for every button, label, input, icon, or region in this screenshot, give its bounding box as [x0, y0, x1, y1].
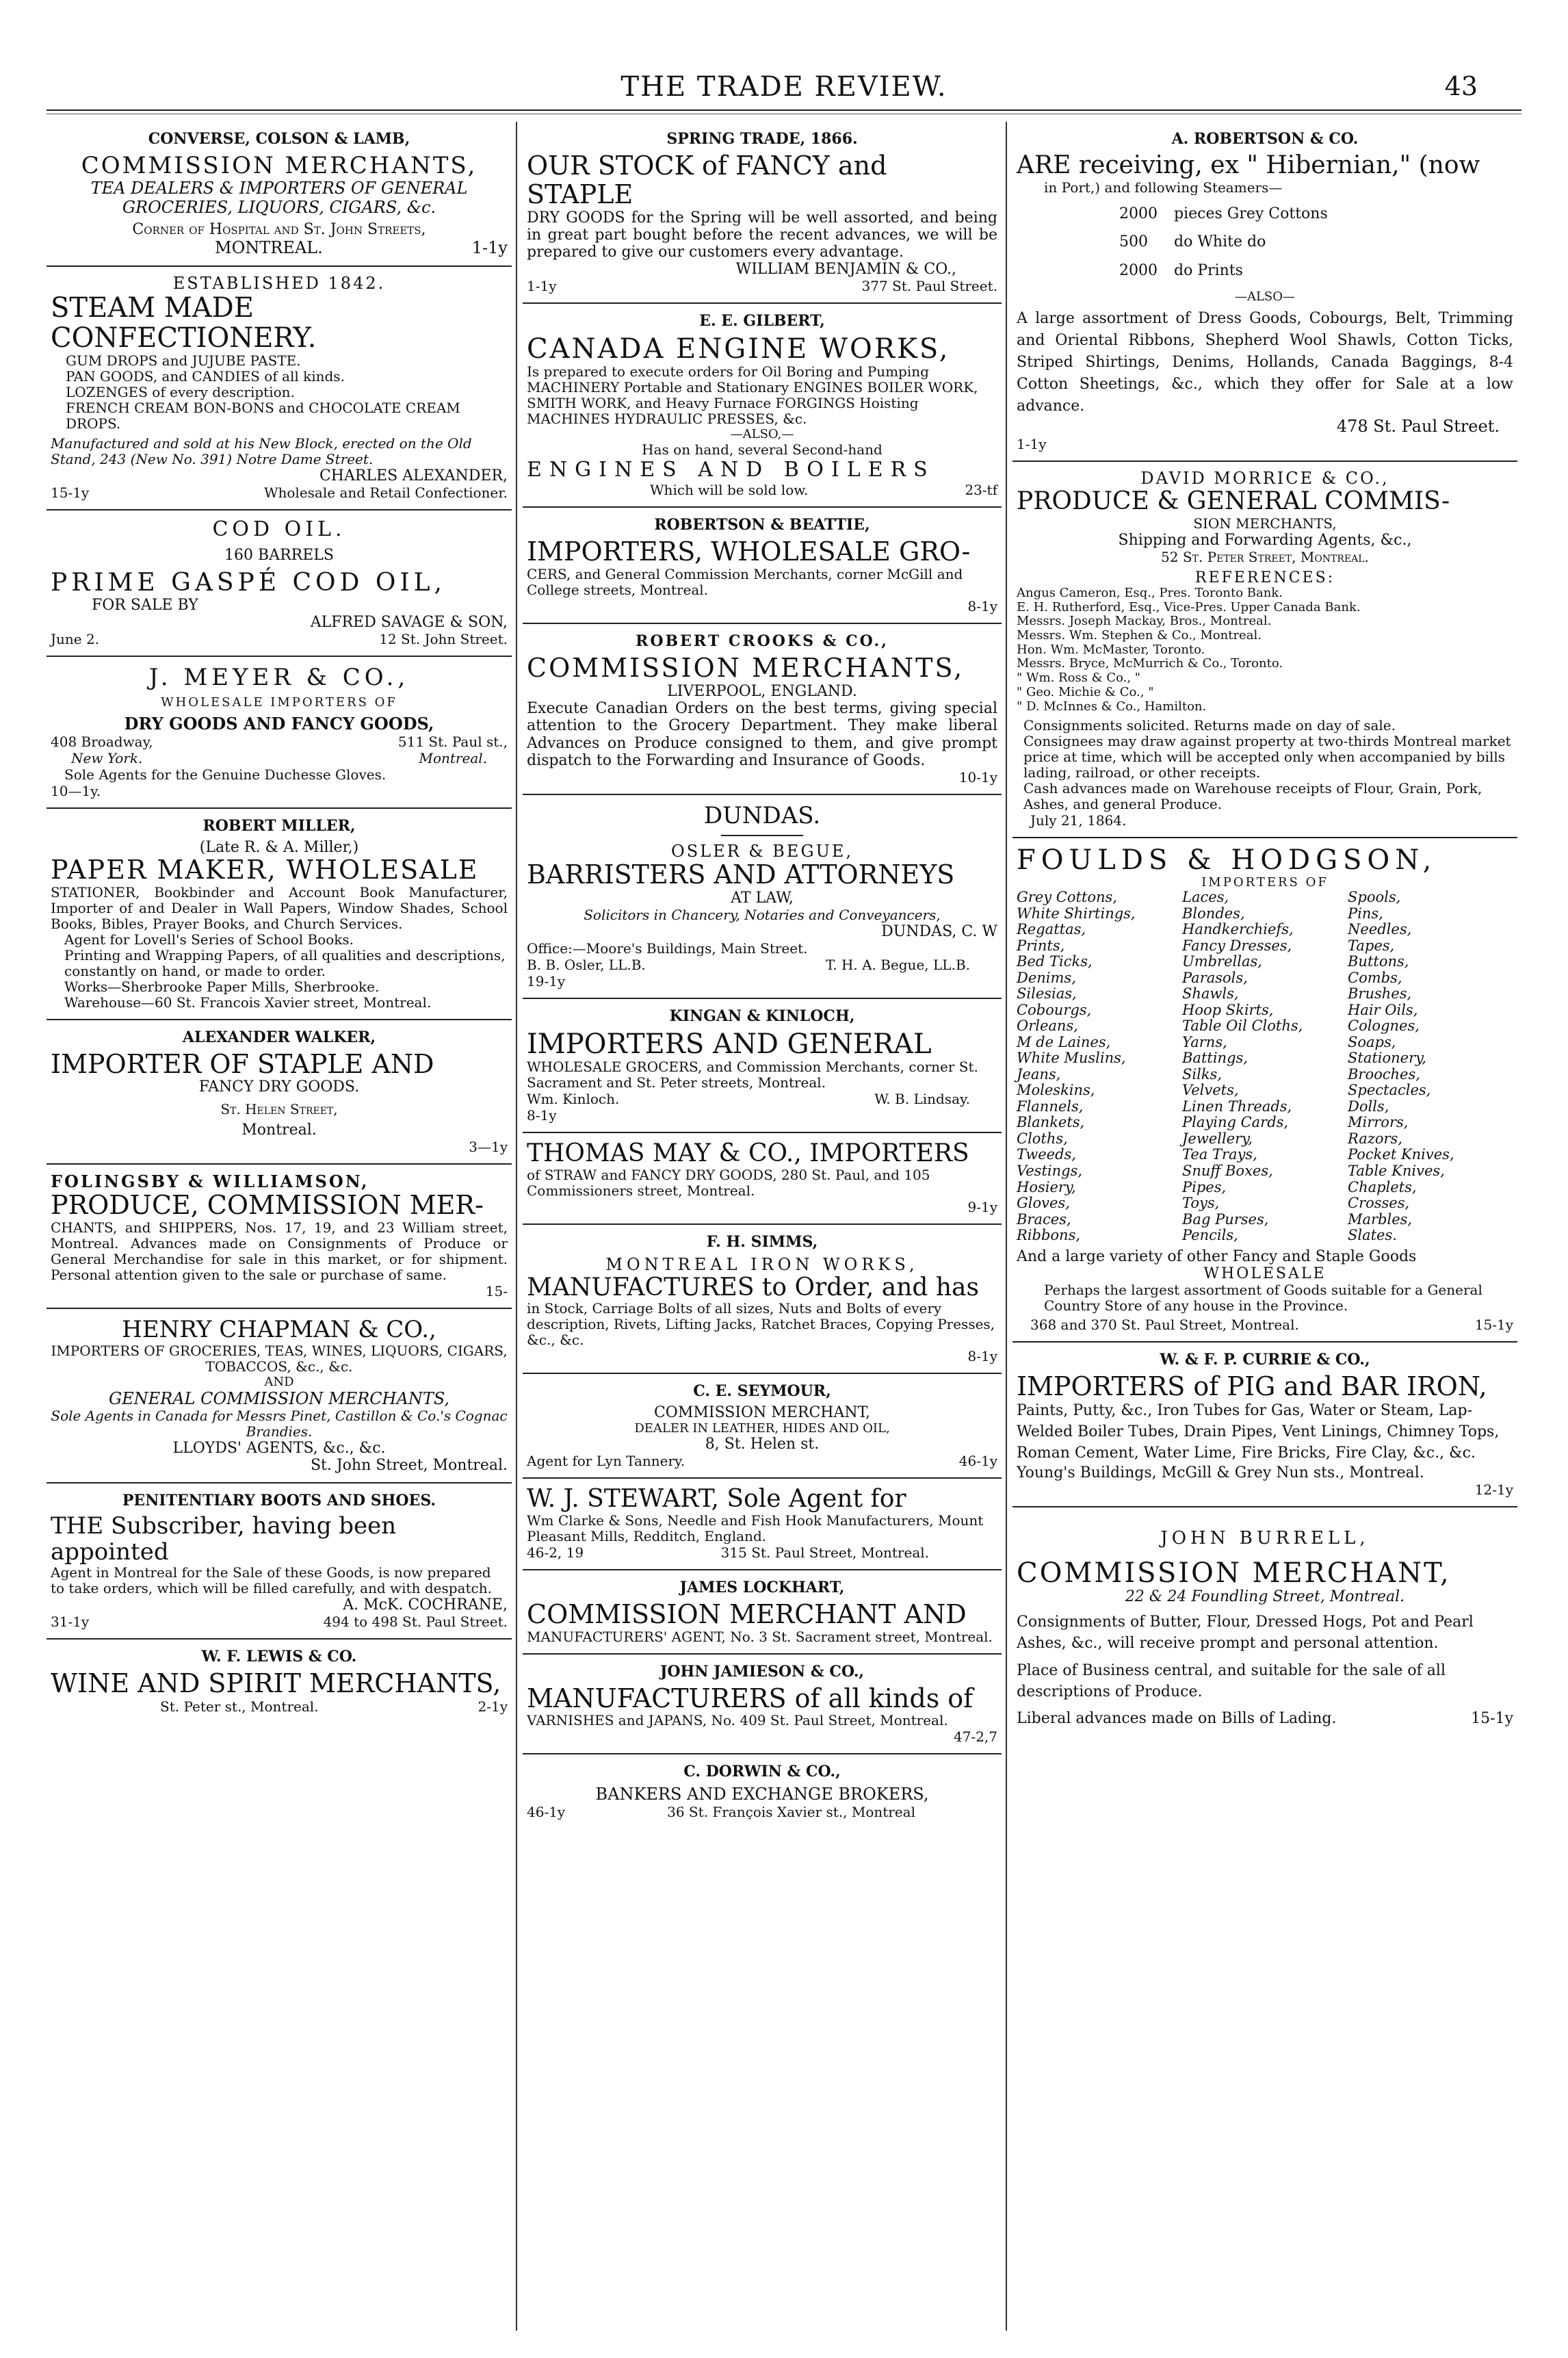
ad-headline: IMPORTERS AND GENERAL: [527, 1028, 932, 1061]
ad-date: July 21, 1864.: [1030, 812, 1127, 829]
goods-item: Flannels,: [1017, 1098, 1084, 1115]
ad-line: Printing and Wrapping Papers, of all qualities and descriptions, constantly on hand, or made to order.: [64, 946, 506, 979]
goods-item: Toys,: [1182, 1195, 1220, 1212]
goods-item: Parasols,: [1182, 969, 1248, 986]
ad-atlaw: AT LAW,: [731, 890, 794, 907]
ad-shipping: Shipping and Forwarding Agents, &c.,: [1118, 532, 1412, 549]
ad-dealer: DEALER IN LEATHER, HIDES AND OIL,: [634, 1421, 890, 1436]
ad-headline: J. MEYER & CO.,: [148, 663, 410, 691]
goods-item: Ribbons,: [1017, 1227, 1081, 1244]
advertiser-name: C. DORWIN & CO.,: [683, 1763, 841, 1781]
ad-headline: OUR STOCK of FANCY and STAPLE: [527, 151, 887, 209]
ad-body: A large assortment of Dress Goods, Cobourgs, Belt, Trimming and Oriental Ribbons, Shepherd Wool Shawls, Cotton Ticks, Striped Shirtings, Denims, Hollands, Canada Baggings, 8-4 Cotton Sheetings, &c., which they offer for Sale at a low advance.: [1017, 309, 1513, 415]
ad-body: WHOLESALE GROCERS, and Commission Merchants, corner St. Sacrament and St. Peter streets, Montreal.: [527, 1059, 978, 1091]
goods-item: Yarns,: [1182, 1033, 1227, 1050]
ad-city: Montreal.: [419, 749, 487, 766]
goods-item: Tweeds,: [1017, 1146, 1076, 1163]
goods-item: Table Knives,: [1348, 1162, 1445, 1179]
goods-item: Needles,: [1348, 921, 1412, 938]
goods-row: 500 do White do: [1119, 233, 1266, 251]
ad-paragraph: Place of Business central, and suitable for the sale of all descriptions of Produce.: [1017, 1662, 1446, 1701]
ad-late: (Late R. & A. Miller,): [199, 838, 359, 856]
ad-subtitle: in Port,) and following Steamers—: [1044, 179, 1283, 196]
goods-item: White Shirtings,: [1017, 905, 1136, 922]
ad-date: June 2.: [51, 630, 100, 647]
reference: " Wm. Ross & Co., ": [1017, 671, 1141, 686]
ad-meyer: [47, 657, 512, 809]
goods-item: Silesias,: [1017, 985, 1077, 1002]
ad-code: 9-1y: [967, 1198, 997, 1215]
ad-folingsby: [47, 1165, 512, 1309]
ad-address: 8, St. Helen st.: [705, 1436, 820, 1453]
ad-address: Young's Buildings, McGill & Grey Nun sts., Montreal.: [1017, 1464, 1424, 1481]
ad-subtitle: SION MERCHANTS,: [1193, 515, 1337, 532]
goods-item: Table Oil Cloths,: [1182, 1018, 1303, 1035]
advertiser-name: ROBERT CROOKS & CO.,: [636, 632, 889, 651]
goods-item: White Muslins,: [1017, 1050, 1126, 1067]
ad-city: MONTREAL.: [215, 238, 323, 258]
advertiser-name: KINGAN & KINLOCH,: [669, 1007, 855, 1026]
ad-code: 12-1y: [1474, 1481, 1513, 1498]
ad-walker: [47, 1020, 512, 1165]
goods-item: Crosses,: [1348, 1195, 1410, 1212]
column-middle: [523, 122, 1002, 2331]
ad-paragraph: Consignments of Butter, Flour, Dressed Hogs, Pot and Pearl Ashes, &c., will receive prompt and personal attention.: [1017, 1613, 1474, 1652]
goods-item: Vestings,: [1017, 1162, 1083, 1179]
ad-code: 15-1y: [51, 484, 90, 502]
ad-body: STATIONER, Bookbinder and Account Book Manufacturer, Importer of and Dealer in Wall Papers, Window Shades, School Books, Bibles, Prayer Books, and Church Services.: [51, 883, 508, 932]
ad-body: DRY GOODS for the Spring will be well assorted, and being in great part bought before the recent advances, we will be prepared to give our customers every advantage.: [527, 209, 997, 261]
ad-street: St. Helen Street,: [220, 1101, 338, 1118]
ad-lockhart: [523, 1570, 1002, 1655]
ad-headline: HENRY CHAPMAN & CO.,: [122, 1316, 436, 1344]
ad-city: New York.: [71, 749, 143, 766]
ad-cod-oil: [47, 510, 512, 657]
goods-item: Snuff Boxes,: [1182, 1162, 1273, 1179]
ad-body: Perhaps the largest assortment of Goods suitable for a General Country Store of any house in the Province.: [1044, 1281, 1482, 1314]
ad-burrell: [1012, 1507, 1517, 1735]
advertiser-role: COMMISSION MERCHANT,: [653, 1404, 871, 1422]
ad-lewis: [47, 1640, 512, 1723]
goods-item: Jeans,: [1017, 1065, 1061, 1083]
ad-headline: CANADA ENGINE WORKS,: [527, 333, 950, 365]
reference: " Geo. Michie & Co., ": [1017, 684, 1154, 699]
ad-works: MONTREAL IRON WORKS,: [605, 1254, 919, 1274]
ad-stewart: [523, 1479, 1002, 1570]
reference: Angus Cameron, Esq., Pres. Toronto Bank.: [1017, 586, 1283, 601]
advertiser-role: Wholesale and Retail Confectioner.: [263, 484, 508, 502]
ad-subtitle: FANCY DRY GOODS.: [198, 1078, 360, 1096]
goods-item: Silks,: [1182, 1065, 1222, 1083]
ad-paragraph: Consignees may draw against property at two-thirds Montreal market price at time, which will be accepted only when accompanied by bills lading, railroad, or other receipts.: [1023, 733, 1511, 781]
ad-agents: Sole Agents for the Genuine Duchesse Gloves.: [64, 766, 387, 783]
goods-item: Playing Cards,: [1182, 1114, 1289, 1131]
goods-item: Cobourgs,: [1017, 1001, 1092, 1018]
ad-agents: Sole Agents in Canada for Messrs Pinet, Castillon & Co.'s Cognac Brandies.: [51, 1408, 508, 1440]
ad-kingan: [523, 999, 1002, 1133]
page-number: 43: [1444, 71, 1478, 101]
ad-benjamin: [523, 122, 1002, 304]
ad-address: 12 St. John Street.: [379, 630, 508, 647]
ad-miller: [47, 809, 512, 1020]
ad-code: 19-1y: [527, 973, 566, 990]
advertiser-name: A. McK. COCHRANE,: [343, 1596, 508, 1614]
goods-item: Mirrors,: [1348, 1114, 1409, 1131]
ad-headline: IMPORTER OF STAPLE AND: [51, 1048, 434, 1079]
ad-headline: ARE receiving, ex " Hibernian," (now: [1017, 151, 1480, 179]
ad-forsale: FOR SALE BY: [92, 596, 198, 614]
ad-headline: FOULDS & HODGSON,: [1017, 844, 1437, 877]
ad-note: Manufactured and sold at his New Block, erected on the Old Stand, 243 (New No. 391) Notre Dame Street.: [51, 435, 472, 468]
ad-code: 10—1y.: [51, 782, 101, 799]
ad-headline: BARRISTERS AND ATTORNEYS: [527, 859, 955, 890]
ad-code: 3—1y: [469, 1139, 508, 1156]
ad-seymour: [523, 1374, 1002, 1479]
ad-code: 8-1y: [967, 1348, 997, 1365]
goods-item: Shawls,: [1182, 985, 1239, 1002]
ad-address: 315 St. Paul Street, Montreal.: [720, 1544, 929, 1561]
ad-code: 1-1y: [527, 278, 557, 295]
ad-heading: DUNDAS.: [703, 802, 821, 830]
ad-subtitle: IMPORTERS OF: [1201, 875, 1329, 890]
goods-item: Jewellery,: [1182, 1130, 1253, 1147]
goods-item: Cloths,: [1017, 1130, 1068, 1147]
ad-penitentiary: [47, 1484, 512, 1640]
ad-line: Works—Sherbrooke Paper Mills, Sherbrooke.: [64, 978, 380, 995]
advertiser-name: W. & F. P. CURRIE & CO.,: [1160, 1350, 1370, 1369]
ad-headline: MANUFACTURERS of all kinds of: [527, 1683, 974, 1713]
ad-line: FRENCH CREAM BON-BONS and CHOCOLATE CREAM DROPS.: [66, 400, 460, 432]
ad-subtitle: WHOLESALE IMPORTERS OF: [161, 695, 397, 710]
goods-item: Combs,: [1348, 969, 1402, 986]
ad-also: —ALSO,—: [730, 427, 794, 442]
goods-item: Pipes,: [1182, 1178, 1227, 1195]
ad-body: CHANTS, and SHIPPERS, Nos. 17, 19, and 23 William street, Montreal. Advances made on Consignments of Produce or General Merchandise for sale in this market, or for shipment. Personal attention given to the sale or purchase of same.: [51, 1219, 508, 1284]
ad-address: 494 to 498 St. Paul Street.: [323, 1613, 508, 1630]
ad-goods: DRY GOODS AND FANCY GOODS,: [124, 713, 434, 734]
ad-osler: [523, 795, 1002, 999]
goods-item: Stationery,: [1348, 1050, 1426, 1067]
ad-body: Is prepared to execute orders for Oil Boring and Pumping MACHINERY Portable and Stationary ENGINES BOILER WORK, SMITH WORK, and Heavy Furnace FORGINGS Hoisting MACHINES HYDRAULIC PRESSES, &c.: [527, 363, 978, 428]
ad-city: DUNDAS, C. W: [881, 923, 997, 941]
ad-and: AND: [264, 1375, 294, 1390]
ad-partner: W. B. Lindsay.: [874, 1091, 970, 1108]
advertiser-name: OSLER & BEGUE,: [671, 842, 853, 861]
ad-product: ENGINES AND BOILERS: [527, 458, 935, 482]
goods-item: Buttons,: [1348, 953, 1409, 970]
goods-item: Spectacles,: [1348, 1082, 1431, 1099]
goods-item: Linen Threads,: [1182, 1098, 1292, 1115]
ad-headline: IMPORTERS of PIG and BAR IRON,: [1017, 1371, 1487, 1401]
ad-address: 377 St. Paul Street.: [861, 278, 997, 295]
column-left: [47, 122, 512, 2331]
ad-city: LIVERPOOL, ENGLAND.: [667, 683, 857, 701]
goods-item: Velvets,: [1182, 1082, 1239, 1099]
goods-item: Moleskins,: [1017, 1082, 1095, 1099]
short-rule: [721, 835, 803, 836]
ad-code: 15-1y: [1471, 1709, 1513, 1727]
goods-item: Tea Trays,: [1182, 1146, 1257, 1163]
ad-code: 8-1y: [527, 1107, 557, 1124]
goods-item: Denims,: [1017, 969, 1076, 986]
goods-item: Hoop Skirts,: [1182, 1001, 1274, 1018]
ad-partner: T. H. A. Begue, LL.B.: [825, 957, 970, 974]
ad-address: 368 and 370 St. Paul Street, Montreal.: [1030, 1316, 1299, 1333]
ad-also: —ALSO—: [1234, 289, 1296, 304]
goods-item: Fancy Dresses,: [1182, 937, 1292, 954]
ad-wholesale: WHOLESALE: [1203, 1265, 1327, 1282]
advertiser-name: ROBERT MILLER,: [202, 816, 356, 835]
reference: " D. McInnes & Co., Hamilton.: [1017, 699, 1207, 714]
ad-body: CERS, and General Commission Merchants, corner McGill and College streets, Montreal.: [527, 566, 963, 599]
ad-morrice: [1012, 462, 1517, 838]
ad-quantity: 160 BARRELS: [224, 547, 334, 565]
ad-partner: Wm. Kinloch.: [527, 1091, 620, 1108]
reference: Messrs. Wm. Stephen & Co., Montreal.: [1017, 628, 1262, 643]
goods-item: Marbles,: [1348, 1210, 1413, 1228]
ad-lloyds: LLOYDS' AGENTS, &c., &c.: [172, 1440, 386, 1457]
ad-agent: Agent for Lyn Tannery.: [527, 1453, 685, 1470]
goods-item: Blondes,: [1182, 905, 1245, 922]
advertiser-role: BANKERS AND EXCHANGE BROKERS,: [595, 1785, 929, 1804]
ad-code: 15-: [485, 1283, 508, 1300]
ad-crooks: [523, 624, 1002, 795]
ad-address: 22 & 24 Foundling Street, Montreal.: [1125, 1588, 1405, 1605]
goods-item: Chaplets,: [1348, 1178, 1417, 1195]
goods-row: 2000 do Prints: [1119, 262, 1243, 280]
references-list: [1017, 586, 1513, 714]
ad-code: 10-1y: [958, 769, 997, 786]
ad-headline: W. J. STEWART, Sole Agent for: [527, 1485, 906, 1514]
ad-headline: STEAM MADE CONFECTIONERY.: [51, 292, 317, 354]
goods-item: Blankets,: [1017, 1114, 1085, 1131]
advertiser-name: WILLIAM BENJAMIN & CO.,: [735, 261, 956, 278]
ad-headline: PAPER MAKER, WHOLESALE: [51, 854, 479, 885]
ad-body: Paints, Putty, &c., Iron Tubes for Gas, Water or Steam, Lap-Welded Boiler Tubes, Drain Pipes, Vent Linings, Chimney Tops, Roman Cement, Water Lime, Fire Bricks, Fire Clay, &c., &c.: [1017, 1402, 1500, 1462]
ad-paragraph: Liberal advances made on Bills of Lading.: [1017, 1709, 1337, 1727]
ad-code: 46-1y: [527, 1804, 566, 1821]
goods-item: Spools,: [1348, 889, 1401, 906]
ad-code: 46-1y: [958, 1453, 997, 1470]
ad-body: Agent in Montreal for the Sale of these Goods, is now prepared to take orders, which will be filled carefully, and with despatch.: [51, 1564, 492, 1596]
ad-confectionery: [47, 267, 512, 510]
ad-headline: COMMISSION MERCHANT,: [1017, 1557, 1451, 1589]
goods-item: Hosiery,: [1017, 1178, 1076, 1195]
ad-code: 8-1y: [967, 598, 997, 615]
advertiser-name: C. E. SEYMOUR,: [693, 1382, 831, 1401]
ad-robertson-beattie: [523, 508, 1002, 624]
ad-line: LOZENGES of every description.: [66, 384, 295, 401]
goods-item: Pocket Knives,: [1348, 1146, 1454, 1163]
ad-headline: PRODUCE, COMMISSION MER-: [51, 1190, 484, 1221]
reference: Messrs. Bryce, McMurrich & Co., Toronto.: [1017, 656, 1283, 671]
goods-item: Tapes,: [1348, 937, 1395, 954]
ad-headline: WINE AND SPIRIT MERCHANTS,: [51, 1668, 501, 1698]
advertiser-name: ALEXANDER WALKER,: [182, 1028, 376, 1046]
ad-line: PAN GOODS, and CANDIES of all kinds.: [66, 368, 345, 385]
goods-item: Braces,: [1017, 1210, 1071, 1228]
ad-headline: PENITENTIARY BOOTS AND SHOES.: [122, 1492, 436, 1510]
advertiser-name: ALFRED SAVAGE & SON,: [310, 613, 508, 631]
ad-variety: And a large variety of other Fancy and Staple Goods: [1017, 1247, 1417, 1265]
goods-item: Soaps,: [1348, 1033, 1396, 1050]
ad-body: VARNISHES and JAPANS, No. 409 St. Paul Street, Montreal.: [527, 1712, 948, 1729]
goods-item: Laces,: [1182, 889, 1229, 906]
ad-jamieson: [523, 1655, 1002, 1755]
advertiser-name: CONVERSE, COLSON & LAMB,: [148, 130, 410, 148]
goods-item: Brooches,: [1348, 1065, 1420, 1083]
ad-headline: PRODUCE & GENERAL COMMIS-: [1017, 487, 1450, 516]
goods-item: Bag Purses,: [1182, 1210, 1269, 1228]
ad-code: 1-1y: [471, 238, 508, 258]
ad-address: 511 St. Paul st.,: [397, 733, 508, 750]
goods-item: Bed Ticks,: [1017, 953, 1093, 970]
ad-headline: COMMISSION MERCHANTS,: [527, 653, 965, 684]
column-rule: [516, 122, 517, 2331]
ad-headline: IMPORTERS, WHOLESALE GRO-: [527, 536, 971, 567]
ad-dorwin: [523, 1754, 1002, 1828]
advertiser-name: W. F. LEWIS & CO.: [201, 1647, 357, 1666]
ad-headline: THOMAS MAY & CO., IMPORTERS: [527, 1139, 969, 1168]
ad-body: MANUFACTURERS' AGENT, No. 3 St. Sacrament street, Montreal.: [527, 1628, 993, 1645]
ad-chapman: [47, 1309, 512, 1484]
reference: Hon. Wm. McMaster, Toronto.: [1017, 642, 1205, 657]
advertiser-name: E. E. GILBERT,: [699, 312, 825, 331]
ad-city: Montreal.: [241, 1122, 317, 1139]
advertiser-name: JOHN BURRELL,: [1160, 1527, 1370, 1549]
ad-address: 408 Broadway,: [51, 733, 153, 750]
ad-address: Corner of Hospital and St. John Streets,: [132, 221, 426, 239]
ad-line: Warehouse—60 St. Francois Xavier street, Montreal.: [64, 994, 432, 1011]
ad-converse: [47, 122, 512, 267]
ad-heading: SPRING TRADE, 1866.: [666, 130, 858, 148]
goods-item: Hair Oils,: [1348, 1001, 1418, 1018]
ad-established: ESTABLISHED 1842.: [172, 274, 386, 294]
ad-code: 23-tf: [965, 482, 997, 499]
goods-item: Pencils,: [1182, 1227, 1238, 1244]
goods-item: Umbrellas,: [1182, 953, 1262, 970]
column-right: [1012, 122, 1517, 2331]
ad-paragraph: Cash advances made on Warehouse receipts of Flour, Grain, Pork, Ashes, and general Produce.: [1023, 780, 1482, 813]
goods-item: Orleans,: [1017, 1018, 1078, 1035]
ad-lead: THE Subscriber, having been appointed: [51, 1512, 397, 1566]
ad-code: 15-1y: [1474, 1316, 1513, 1333]
advertiser-name: F. H. SIMMS,: [706, 1232, 818, 1251]
goods-item: Gloves,: [1017, 1195, 1070, 1212]
ad-general: GENERAL COMMISSION MERCHANTS,: [108, 1389, 450, 1409]
ad-gilbert: [523, 304, 1002, 508]
advertiser-name: FOLINGSBY & WILLIAMSON,: [51, 1171, 369, 1192]
ad-subtitle: TEA DEALERS & IMPORTERS OF GENERAL GROCERIES, LIQUORS, CIGARS, &c.: [90, 179, 468, 217]
ad-line: Has on hand, several Second-hand: [642, 441, 883, 458]
goods-item: Handkerchiefs,: [1182, 921, 1294, 938]
ad-simms: [523, 1225, 1002, 1375]
ad-address: 52 St. Peter Street, Montreal.: [1161, 549, 1369, 566]
ad-headline: COMMISSION MERCHANTS,: [81, 152, 478, 179]
advertiser-name: JOHN JAMIESON & CO.,: [659, 1662, 865, 1681]
goods-item: Colognes,: [1348, 1018, 1420, 1035]
header-rule: [47, 109, 1521, 111]
ad-code: 1-1y: [1017, 436, 1047, 453]
ad-product: PRIME GASPÉ COD OIL,: [51, 569, 446, 597]
ad-line: GUM DROPS and JUJUBE PASTE.: [66, 352, 301, 370]
ad-robertson: [1012, 122, 1517, 462]
advertiser-name: DAVID MORRICE & CO.,: [1140, 469, 1389, 489]
ad-subtitle: Solicitors in Chancery, Notaries and Conveyancers,: [584, 907, 941, 924]
ad-may: [523, 1133, 1002, 1225]
goods-row: 2000 pieces Grey Cottons: [1119, 205, 1328, 222]
ad-body: Wm Clarke & Sons, Needle and Fish Hook Manufacturers, Mount Pleasant Mills, Redditch, England.: [527, 1512, 984, 1544]
goods-list: [1119, 200, 1513, 285]
reference: Messrs. Joseph Mackay, Bros., Montreal.: [1017, 614, 1272, 629]
goods-item: M de Laines,: [1017, 1033, 1111, 1050]
goods-item: Pins,: [1348, 905, 1383, 922]
ad-office: Office:—Moore's Buildings, Main Street.: [527, 940, 808, 957]
ad-subtitle: IMPORTERS OF GROCERIES, TEAS, WINES, LIQUORS, CIGARS, TOBACCOS, &c., &c.: [51, 1343, 508, 1375]
goods-item: Brushes,: [1348, 985, 1412, 1002]
ad-body: Execute Canadian Orders on the best terms, giving special attention to the Grocery Department. They make liberal Advances on Produce consigned to them, and give prompt dispatch to the Forwarding and Insurance of Goods.: [527, 700, 997, 769]
ad-address: St. John Street, Montreal.: [310, 1457, 508, 1475]
reference: E. H. Rutherford, Esq., Vice-Pres. Upper Canada Bank.: [1017, 599, 1361, 614]
ad-headline: MANUFACTURES to Order, and has: [527, 1273, 979, 1301]
column-rule: [1006, 122, 1007, 2331]
ad-headline: COMMISSION MERCHANT AND: [527, 1598, 967, 1629]
ad-code: 46-2, 19: [527, 1544, 584, 1561]
ad-partner: B. B. Osler, LL.B.: [527, 957, 646, 974]
page-header: [0, 0, 1568, 123]
goods-item: Dolls,: [1348, 1098, 1389, 1115]
goods-item: Grey Cottons,: [1017, 889, 1117, 906]
page-title: THE TRADE REVIEW.: [620, 71, 948, 103]
ad-references-heading: REFERENCES:: [1194, 569, 1335, 587]
ad-code: 2-1y: [478, 1698, 508, 1715]
ad-code: 31-1y: [51, 1613, 90, 1630]
goods-item: Regattas,: [1017, 921, 1086, 938]
ad-paragraph: Consignments solicited. Returns made on day of sale.: [1023, 717, 1396, 734]
ad-body: in Stock, Carriage Bolts of all sizes, Nuts and Bolts of every description, Rivets, Lifting Jacks, Ratchet Braces, Copying Presses, &c., &c.: [527, 1300, 995, 1349]
ad-foulds: [1012, 838, 1517, 1342]
ad-address: 478 St. Paul Street.: [1336, 417, 1500, 437]
goods-grid: [1017, 890, 1513, 1243]
advertiser-name: A. ROBERTSON & CO.: [1171, 130, 1359, 148]
ad-line: Which will be sold low.: [650, 482, 809, 499]
ad-code: 47-2,7: [953, 1728, 997, 1746]
ad-currie: [1012, 1343, 1517, 1507]
advertiser-name: JAMES LOCKHART,: [679, 1578, 845, 1596]
advertiser-name: ROBERTSON & BEATTIE,: [654, 516, 870, 534]
ad-address: 36 St. François Xavier st., Montreal: [667, 1804, 915, 1821]
goods-item: Prints,: [1017, 937, 1065, 954]
ad-headline: COD OIL.: [212, 517, 346, 542]
ad-body: of STRAW and FANCY DRY GOODS, 280 St. Paul, and 105 Commissioners street, Montreal.: [527, 1166, 930, 1199]
goods-item: Slates.: [1348, 1227, 1397, 1244]
advertiser-name: CHARLES ALEXANDER,: [319, 467, 508, 485]
goods-item: Battings,: [1182, 1050, 1248, 1067]
ad-address: St. Peter st., Montreal.: [160, 1698, 319, 1715]
goods-item: Razors,: [1348, 1130, 1403, 1147]
ad-line: Agent for Lovell's Series of School Books.: [64, 931, 354, 948]
